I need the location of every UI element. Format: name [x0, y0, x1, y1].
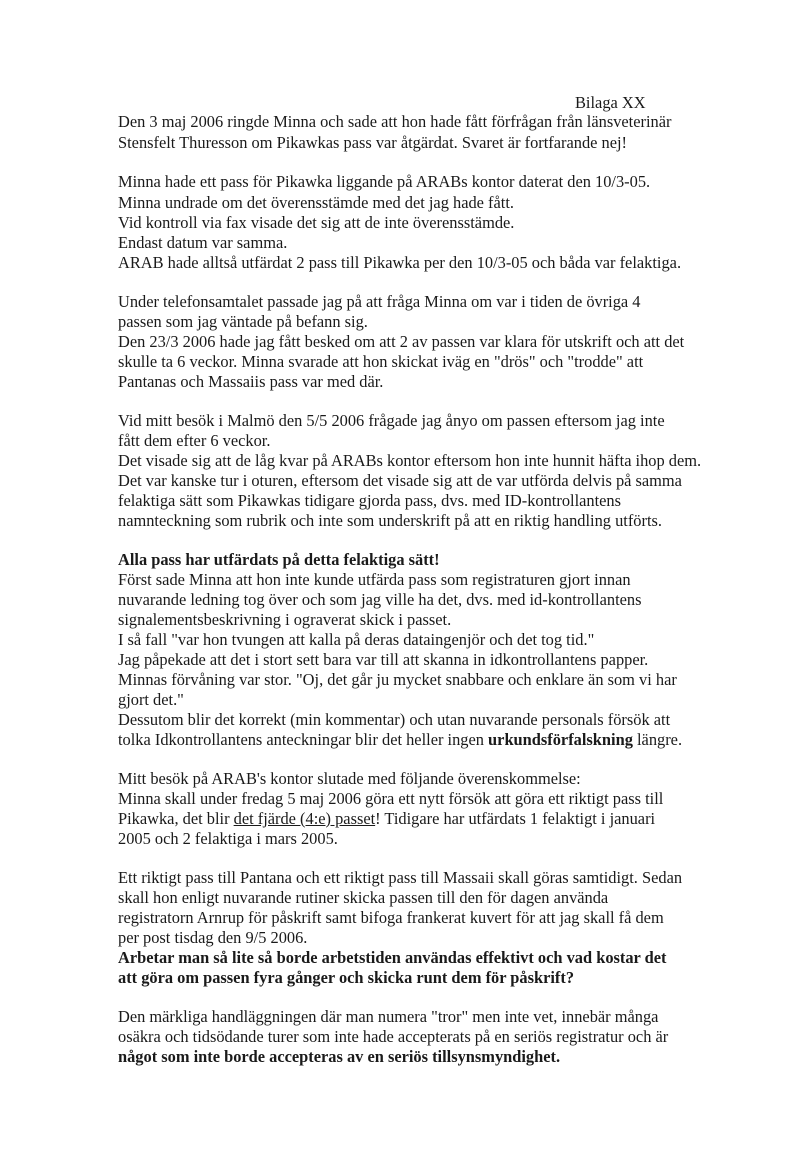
paragraph-8-line: Den märkliga handläggningen där man numera "tror" men inte vet, innebär många — [118, 1007, 659, 1026]
paragraph-4-line: Det visade sig att de låg kvar på ARABs kontor eftersom hon inte hunnit häfta ihop dem. — [118, 451, 702, 470]
paragraph-6-line: Minna skall under fredag 5 maj 2006 göra ett nytt försök att göra ett riktigt pass till — [118, 789, 664, 808]
paragraph-5-line: Dessutom blir det korrekt (min kommentar) och utan nuvarande personals försök att — [118, 710, 671, 729]
underlined-text: det fjärde (4:e) passet — [233, 809, 376, 828]
paragraph-7-bold-line: att göra om passen fyra gånger och skicka runt dem för påskrift? — [118, 968, 575, 987]
line-text: längre. — [632, 730, 683, 749]
line-text: Pikawka, det blir — [118, 809, 234, 828]
paragraph-8-line: osäkra och tidsödande turer som inte hade accepterats på en seriös registratur och är — [118, 1027, 669, 1046]
paragraph-3-line: passen som jag väntade på befann sig. — [118, 312, 368, 331]
paragraph-5-line: gjort det." — [118, 690, 184, 709]
section-heading: Alla pass har utfärdats på detta felaktiga sätt! — [118, 550, 440, 569]
paragraph-7-line: registratorn Arnrup för påskrift samt bifoga frankerat kuvert för att jag skall få dem — [118, 908, 664, 927]
paragraph-7-line: per post tisdag den 9/5 2006. — [118, 928, 308, 947]
paragraph-6-line: Mitt besök på ARAB's kontor slutade med följande överenskommelse: — [118, 769, 581, 788]
paragraph-2-line: Endast datum var samma. — [118, 233, 288, 252]
paragraph-5-line: nuvarande ledning tog över och som jag ville ha det, dvs. med id-kontrollantens — [118, 590, 642, 609]
paragraph-3-line: Under telefonsamtalet passade jag på att fråga Minna om var i tiden de övriga 4 — [118, 292, 641, 311]
paragraph-3-line: Pantanas och Massaiis pass var med där. — [118, 372, 384, 391]
paragraph-8-bold-line: något som inte borde accepteras av en seriös tillsynsmyndighet. — [118, 1047, 561, 1066]
paragraph-6-line: 2005 och 2 felaktiga i mars 2005. — [118, 829, 338, 848]
paragraph-5-line: Jag påpekade att det i stort sett bara var till att skanna in idkontrollantens papper. — [118, 650, 649, 669]
paragraph-5-line: Först sade Minna att hon inte kunde utfärda pass som registraturen gjort innan — [118, 570, 631, 589]
paragraph-1-line: Stensfelt Thuresson om Pikawkas pass var åtgärdat. Svaret är fortfarande nej! — [118, 133, 628, 152]
paragraph-1-line: Den 3 maj 2006 ringde Minna och sade att hon hade fått förfrågan från länsveterinär — [118, 112, 672, 131]
paragraph-2-line: Minna undrade om det överensstämde med det jag hade fått. — [118, 193, 514, 212]
paragraph-4-line: namnteckning som rubrik och inte som underskrift på att en riktig handling utförts. — [118, 511, 662, 530]
paragraph-7-bold-line: Arbetar man så lite så borde arbetstiden användas effektivt och vad kostar det — [118, 948, 667, 967]
paragraph-3-line: Den 23/3 2006 hade jag fått besked om att 2 av passen var klara för utskrift och att det — [118, 332, 685, 351]
paragraph-7-line: skall hon enligt nuvarande rutiner skicka passen till den för dagen använda — [118, 888, 609, 907]
paragraph-7-line: Ett riktigt pass till Pantana och ett riktigt pass till Massaii skall göras samtidigt. Sedan — [118, 868, 683, 887]
paragraph-4-line: fått dem efter 6 veckor. — [118, 431, 271, 450]
paragraph-5-last-line — [118, 730, 682, 750]
attachment-label: Bilaga XX — [575, 93, 646, 112]
paragraph-5-line: signalementsbeskrivning i ograverat skick i passet. — [118, 610, 452, 629]
paragraph-2-line: Minna hade ett pass för Pikawka liggande på ARABs kontor daterat den 10/3-05. — [118, 172, 651, 191]
paragraph-5-line: I så fall "var hon tvungen att kalla på deras dataingenjör och det tog tid." — [118, 630, 595, 649]
line-text: tolka Idkontrollantens anteckningar blir det heller ingen — [118, 730, 489, 749]
paragraph-4-line: felaktiga sätt som Pikawkas tidigare gjorda pass, dvs. med ID-kontrollantens — [118, 491, 621, 510]
paragraph-5-line: Minnas förvåning var stor. "Oj, det går ju mycket snabbare och enklare än som vi har — [118, 670, 677, 689]
paragraph-6-line — [118, 809, 655, 829]
line-text: ! Tidigare har utfärdats 1 felaktigt i januari — [375, 809, 656, 828]
paragraph-4-line: Det var kanske tur i oturen, eftersom det visade sig att de var utförda delvis på samma — [118, 471, 682, 490]
paragraph-2-line: ARAB hade alltså utfärdat 2 pass till Pikawka per den 10/3-05 och båda var felaktiga. — [118, 253, 682, 272]
emphasis-text: urkundsförfalskning — [488, 730, 633, 749]
paragraph-2-line: Vid kontroll via fax visade det sig att de inte överensstämde. — [118, 213, 515, 232]
paragraph-4-line: Vid mitt besök i Malmö den 5/5 2006 frågade jag ånyo om passen eftersom jag inte — [118, 411, 665, 430]
paragraph-3-line: skulle ta 6 veckor. Minna svarade att hon skickat iväg en "drös" och "trodde" att — [118, 352, 644, 371]
